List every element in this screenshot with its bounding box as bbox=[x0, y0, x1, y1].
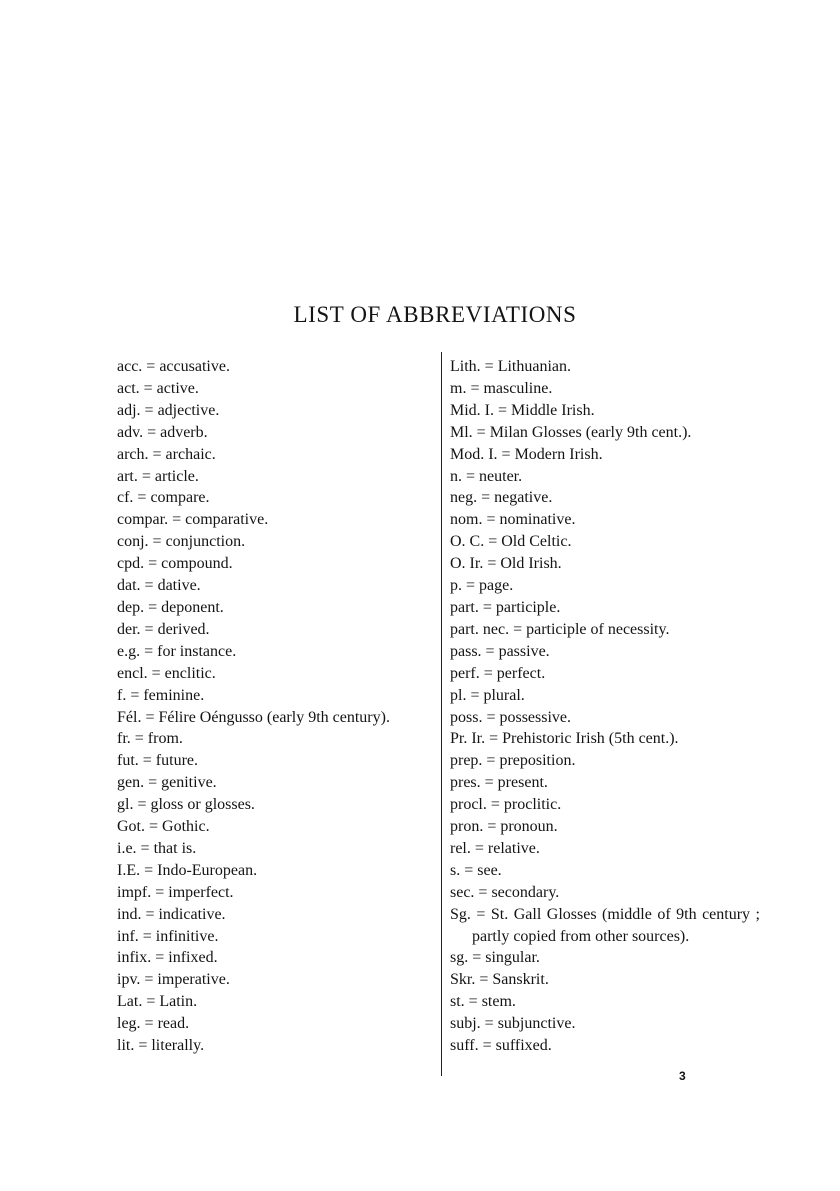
abbreviation-entry: cpd. = compound. bbox=[117, 555, 233, 573]
abbreviation-entry: Lat. = Latin. bbox=[117, 993, 198, 1011]
abbreviation-entry: Fél. = Félire Oéngusso (early 9th century). bbox=[117, 708, 390, 726]
column-divider bbox=[441, 352, 442, 1076]
abbreviation-entry: sg. = singular. bbox=[450, 949, 540, 967]
abbreviation-entry: n. = neuter. bbox=[450, 467, 523, 485]
abbreviation-entry: m. = masculine. bbox=[450, 379, 553, 397]
abbreviation-entry: pl. = plural. bbox=[450, 686, 525, 704]
abbreviation-entry: cf. = compare. bbox=[117, 489, 210, 507]
abbreviation-entry: dep. = deponent. bbox=[117, 598, 224, 616]
abbreviation-entry: leg. = read. bbox=[117, 1015, 190, 1033]
page-title: LIST OF ABBREVIATIONS bbox=[293, 302, 577, 327]
abbreviation-entry: st. = stem. bbox=[450, 993, 516, 1011]
abbreviation-entry: pass. = passive. bbox=[450, 642, 550, 660]
abbreviation-entry: rel. = relative. bbox=[450, 839, 540, 857]
abbreviation-entry: s. = see. bbox=[450, 861, 502, 879]
abbreviations-right-column bbox=[450, 356, 760, 1057]
abbreviation-entry: gen. = genitive. bbox=[117, 774, 217, 792]
abbreviation-entry: Sg. = St. Gall Glosses (middle of 9th century ; partly copied from other sources). bbox=[450, 905, 760, 945]
abbreviation-entry: f. = feminine. bbox=[117, 686, 205, 704]
abbreviation-entry: perf. = perfect. bbox=[450, 664, 546, 682]
abbreviation-entry: suff. = suffixed. bbox=[450, 1037, 552, 1055]
abbreviation-entry: art. = article. bbox=[117, 467, 199, 485]
abbreviation-entry: Ml. = Milan Glosses (early 9th cent.). bbox=[450, 423, 692, 441]
abbreviation-entry: compar. = comparative. bbox=[117, 511, 269, 529]
abbreviation-entry: ind. = indicative. bbox=[117, 905, 226, 923]
page-number: 3 bbox=[679, 1069, 686, 1083]
abbreviation-entry: nom. = nominative. bbox=[450, 511, 576, 529]
abbreviation-entry: conj. = conjunction. bbox=[117, 533, 246, 551]
abbreviation-entry: der. = derived. bbox=[117, 620, 210, 638]
abbreviation-entry: dat. = dative. bbox=[117, 577, 201, 595]
abbreviation-entry: gl. = gloss or glosses. bbox=[117, 796, 255, 814]
abbreviation-entry: ipv. = imperative. bbox=[117, 971, 230, 989]
abbreviation-entry: Lith. = Lithuanian. bbox=[450, 358, 571, 375]
abbreviation-entry: impf. = imperfect. bbox=[117, 883, 234, 901]
abbreviation-entry: e.g. = for instance. bbox=[117, 642, 237, 660]
abbreviation-entry: O. C. = Old Celtic. bbox=[450, 533, 572, 551]
abbreviation-entry: Pr. Ir. = Prehistoric Irish (5th cent.). bbox=[450, 730, 679, 748]
abbreviation-entry: poss. = possessive. bbox=[450, 708, 572, 726]
abbreviation-entry: part. = participle. bbox=[450, 598, 561, 616]
abbreviation-entry: part. nec. = participle of necessity. bbox=[450, 620, 670, 638]
abbreviation-entry: pron. = pronoun. bbox=[450, 818, 558, 836]
abbreviation-entry: i.e. = that is. bbox=[117, 839, 197, 857]
abbreviation-entry: infix. = infixed. bbox=[117, 949, 218, 967]
abbreviation-entry: adj. = adjective. bbox=[117, 401, 220, 419]
abbreviation-entry: Got. = Gothic. bbox=[117, 818, 210, 836]
abbreviation-entry: pres. = present. bbox=[450, 774, 548, 792]
abbreviation-entry: fut. = future. bbox=[117, 752, 198, 770]
abbreviation-entry: p. = page. bbox=[450, 577, 514, 595]
abbreviation-entry: Mod. I. = Modern Irish. bbox=[450, 445, 603, 463]
abbreviation-entry: Mid. I. = Middle Irish. bbox=[450, 401, 595, 419]
abbreviation-entry: lit. = literally. bbox=[117, 1037, 205, 1055]
abbreviation-entry: act. = active. bbox=[117, 379, 199, 397]
abbreviation-entry: Skr. = Sanskrit. bbox=[450, 971, 549, 989]
abbreviation-entry: procl. = proclitic. bbox=[450, 796, 562, 814]
abbreviation-entry: encl. = enclitic. bbox=[117, 664, 216, 682]
abbreviation-entry: acc. = accusative. bbox=[117, 358, 230, 375]
abbreviation-entry: subj. = subjunctive. bbox=[450, 1015, 576, 1033]
abbreviation-entry: inf. = infinitive. bbox=[117, 927, 219, 945]
abbreviation-entry: neg. = negative. bbox=[450, 489, 553, 507]
abbreviations-left-column bbox=[117, 356, 425, 1057]
abbreviation-entry: arch. = archaic. bbox=[117, 445, 216, 463]
abbreviation-entry: fr. = from. bbox=[117, 730, 183, 748]
abbreviation-entry: adv. = adverb. bbox=[117, 423, 208, 441]
abbreviation-entry: O. Ir. = Old Irish. bbox=[450, 555, 562, 573]
abbreviation-entry: I.E. = Indo-European. bbox=[117, 861, 258, 879]
abbreviation-entry: sec. = secondary. bbox=[450, 883, 560, 901]
abbreviation-entry: prep. = preposition. bbox=[450, 752, 576, 770]
